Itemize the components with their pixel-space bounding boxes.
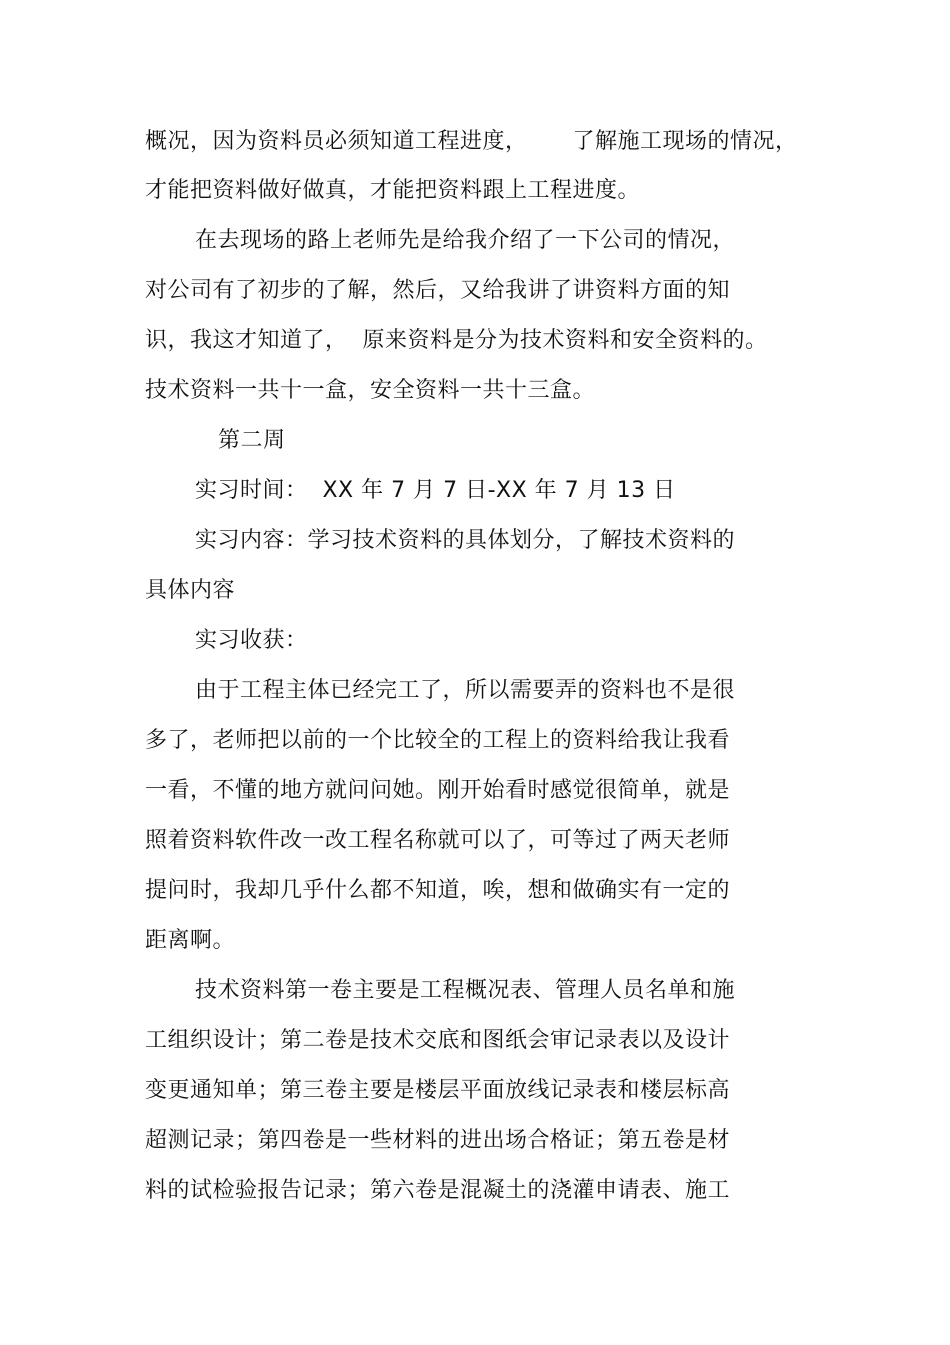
text-line: 技术资料一共十一盒，安全资料一共十三盒。 bbox=[145, 378, 596, 403]
internship-time: 实习时间： XX 年 7 月 7 日-XX 年 7 月 13 日 bbox=[195, 478, 676, 503]
text-line: 照着资料软件改一改工程名称就可以了，可等过了两天老师 bbox=[145, 828, 731, 853]
text-line: 料的试检验报告记录；第六卷是混凝土的浇灌申请表、施工 bbox=[145, 1178, 731, 1203]
text-line: 超测记录；第四卷是一些材料的进出场合格证；第五卷是材 bbox=[145, 1128, 731, 1153]
text-line: 多了，老师把以前的一个比较全的工程上的资料给我让我看 bbox=[145, 728, 731, 753]
text-line: 对公司有了初步的了解，然后，又给我讲了讲资料方面的知 bbox=[145, 278, 731, 303]
text-line: 在去现场的路上老师先是给我介绍了一下公司的情况， bbox=[195, 228, 736, 253]
text-line: 技术资料第一卷主要是工程概况表、管理人员名单和施 bbox=[195, 978, 736, 1003]
text-line: 变更通知单；第三卷主要是楼层平面放线记录表和楼层标高 bbox=[145, 1078, 731, 1103]
text-line: 距离啊。 bbox=[145, 928, 236, 953]
text-line: 一看，不懂的地方就问问她。刚开始看时感觉很简单，就是 bbox=[145, 778, 731, 803]
text-line: 概况，因为资料员必须知道工程进度， 了解施工现场的情况， bbox=[145, 129, 798, 154]
text-line: 才能把资料做好做真，才能把资料跟上工程进度。 bbox=[145, 178, 641, 203]
text-line: 工组织设计；第二卷是技术交底和图纸会审记录表以及设计 bbox=[145, 1028, 731, 1053]
text-line: 提问时，我却几乎什么都不知道，唉，想和做确实有一定的 bbox=[145, 878, 731, 903]
section-heading: 第二周 bbox=[218, 428, 286, 453]
text-line: 识，我这才知道了， 原来资料是分为技术资料和安全资料的。 bbox=[145, 328, 768, 353]
text-line: 由于工程主体已经完工了，所以需要弄的资料也不是很 bbox=[195, 678, 736, 703]
text-line: 具体内容 bbox=[145, 578, 236, 603]
internship-gains-label: 实习收获： bbox=[195, 628, 308, 653]
internship-content: 实习内容：学习技术资料的具体划分，了解技术资料的 bbox=[195, 528, 736, 553]
